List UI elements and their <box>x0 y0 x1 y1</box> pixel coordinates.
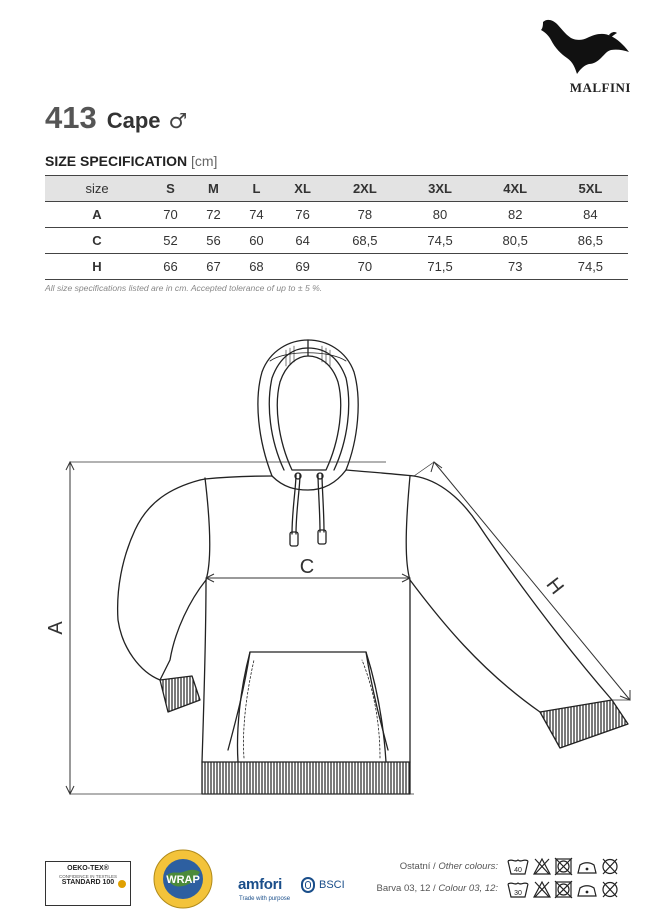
no-dry-clean-icon <box>603 859 617 874</box>
iron-icon <box>578 886 596 896</box>
dimension-a-label: A <box>45 621 67 635</box>
table-cell: 74 <box>235 202 278 228</box>
special-colours-cz: Barva 03, 12 <box>376 883 431 894</box>
table-cell: 56 <box>192 228 235 254</box>
tolerance-note: All size specifications listed are in cm. Accepted tolerance of up to ± 5 %. <box>45 283 323 293</box>
table-header-cell: 4XL <box>478 176 553 202</box>
oeko-subtitle: CONFIDENCE IN TEXTILES <box>59 873 117 879</box>
no-tumble-dry-icon <box>555 858 572 875</box>
spec-title: SIZE SPECIFICATION <box>45 153 188 169</box>
table-cell: 70 <box>149 202 192 228</box>
wash-temp-1: 40 <box>514 867 522 874</box>
table-header-cell: 2XL <box>327 176 402 202</box>
dimension-h-label: H <box>541 573 568 599</box>
table-row <box>45 254 628 280</box>
table-header-cell: 5XL <box>553 176 628 202</box>
sun-icon <box>118 880 126 888</box>
table-header-cell: size <box>45 176 149 202</box>
table-cell: 78 <box>327 202 402 228</box>
table-cell: 73 <box>478 254 553 280</box>
table-cell: 84 <box>553 202 628 228</box>
table-cell: 60 <box>235 228 278 254</box>
amfori-inner-ring <box>305 881 311 889</box>
oeko-tex-label <box>45 861 131 906</box>
male-icon: ♂ <box>168 109 188 133</box>
table-cell: 67 <box>192 254 235 280</box>
table-cell: 64 <box>278 228 327 254</box>
row-label: A <box>45 202 149 228</box>
wash-temp-2: 30 <box>514 890 522 897</box>
product-header <box>45 100 187 140</box>
no-bleach-icon <box>534 859 550 874</box>
table-cell: 66 <box>149 254 192 280</box>
amfori-tagline: Trade with purpose <box>239 896 291 902</box>
oeko-standard: STANDARD 100 <box>61 879 115 887</box>
table-header-cell: XL <box>278 176 327 202</box>
table-cell: 68 <box>235 254 278 280</box>
table-cell: 86,5 <box>553 228 628 254</box>
special-colours-en: Colour 03, 12: <box>438 883 498 894</box>
table-cell: 52 <box>149 228 192 254</box>
section-title <box>45 153 217 169</box>
table-header-cell: 3XL <box>402 176 477 202</box>
table-cell: 70 <box>327 254 402 280</box>
table-cell: 71,5 <box>402 254 477 280</box>
table-cell: 80 <box>402 202 477 228</box>
wrap-text: WRAP <box>166 874 200 886</box>
table-cell: 80,5 <box>478 228 553 254</box>
care-symbols-row <box>506 878 630 900</box>
brand-name: MALFINI <box>569 80 631 95</box>
row-label: H <box>45 254 149 280</box>
other-colours-label: Ostatní / Other colours: <box>399 861 498 872</box>
row-label: C <box>45 228 149 254</box>
table-header-cell: M <box>192 176 235 202</box>
amfori-name: amfori <box>238 876 283 893</box>
amfori-bsci-logo <box>238 876 348 906</box>
other-colours-en: Other colours: <box>438 861 498 872</box>
table-cell: 69 <box>278 254 327 280</box>
table-cell: 76 <box>278 202 327 228</box>
no-bleach-icon <box>534 882 550 897</box>
table-header-row <box>45 176 628 202</box>
wrap-logo <box>152 848 214 910</box>
table-cell: 72 <box>192 202 235 228</box>
table-row <box>45 228 628 254</box>
table-header-cell: L <box>235 176 278 202</box>
brand-logo <box>535 14 635 94</box>
care-symbols-row <box>506 855 630 877</box>
spec-unit: [cm] <box>190 153 218 169</box>
oeko-title: OEKO-TEX® <box>67 865 109 872</box>
size-table <box>45 175 628 280</box>
table-cell: 68,5 <box>327 228 402 254</box>
eagle-icon <box>539 14 631 76</box>
special-colours-label: Barva 03, 12 / Colour 03, 12: <box>376 883 498 894</box>
hoodie-diagram <box>0 330 672 820</box>
product-code: 413 <box>45 100 97 135</box>
table-row <box>45 202 628 228</box>
no-dry-clean-icon <box>603 882 617 897</box>
table-cell: 74,5 <box>402 228 477 254</box>
bsci-text: BSCI <box>319 879 345 891</box>
no-tumble-dry-icon <box>555 881 572 898</box>
table-cell: 74,5 <box>553 254 628 280</box>
product-name: Cape <box>106 108 161 133</box>
dimension-c-label: C <box>299 556 315 578</box>
iron-icon <box>578 863 596 873</box>
other-colours-cz: Ostatní <box>399 861 431 872</box>
table-header-cell: S <box>149 176 192 202</box>
table-cell: 82 <box>478 202 553 228</box>
